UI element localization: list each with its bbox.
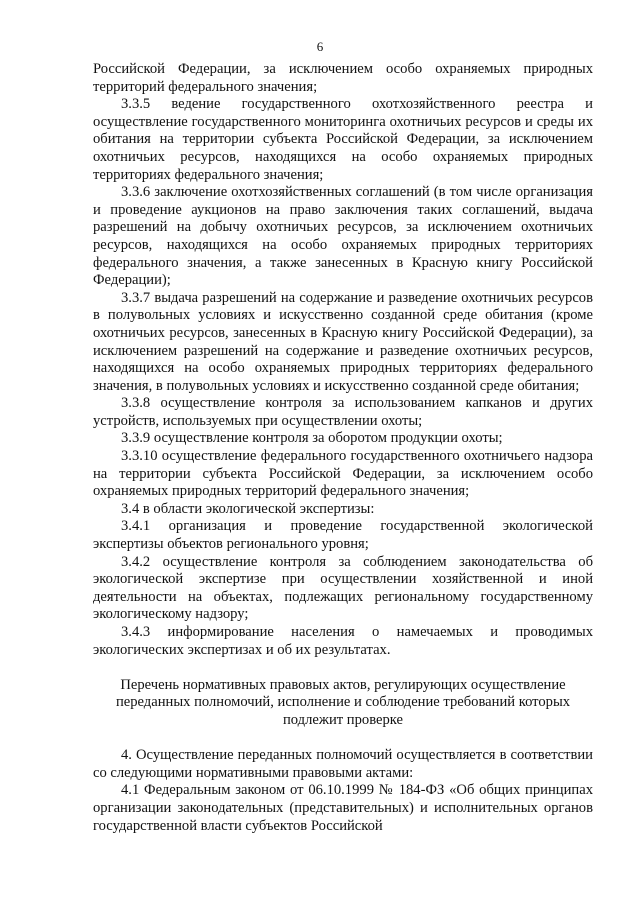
paragraph-3-3-8: 3.3.8 осуществление контроля за использованием капканов и других устройств, используемых при осуществлении охоты; — [93, 395, 593, 429]
paragraph-3-3-7: 3.3.7 выдача разрешений на содержание и разведение охотничьих ресурсов в полувольных условиях и искусственно созданной среде обитания (кроме охотничьих ресурсов, занесенных в Красную книгу Российской Федерации), за исключением разрешений на содержание и разведение охотничьих ресурсов, находящихся на особо охраняемых природных территориях федерального значения, в полувольных условиях и искусственно созданной среде обитания; — [93, 289, 593, 394]
paragraph-continuation: Российской Федерации, за исключением особо охраняемых природных территорий федерального значения; — [93, 61, 593, 95]
document-body — [93, 61, 593, 835]
paragraph-3-3-9: 3.3.9 осуществление контроля за оборотом продукции охоты; — [121, 430, 503, 447]
section-heading — [93, 677, 593, 730]
paragraph-3-4: 3.4 в области экологической экспертизы: — [121, 500, 375, 517]
paragraph-3-3-5: 3.3.5 ведение государственного охотхозяйственного реестра и осуществление государственного мониторинга охотничьих ресурсов и среды их обитания на территории субъекта Российской Федерации, за исключением охотничьих ресурсов, находящихся на особо охраняемых природных территориях федерального значения; — [93, 96, 593, 183]
paragraph-4: 4. Осуществление переданных полномочий осуществляется в соответствии со следующими нормативными правовыми актами: — [93, 747, 593, 781]
heading-line: переданных полномочий, исполнение и соблюдение требований которых — [115, 694, 571, 711]
heading-line: подлежит проверке — [283, 711, 403, 728]
paragraph-3-3-10: 3.3.10 осуществление федерального государственного охотничьего надзора на территории субъекта Российской Федерации, за исключением особо охраняемых природных территорий федерального значения; — [93, 448, 593, 500]
paragraph-3-4-2: 3.4.2 осуществление контроля за соблюдением законодательства об экологической экспертизе при осуществлении хозяйственной и иной деятельности на объектах, подлежащих региональному государственному экологическому надзору; — [93, 553, 593, 623]
paragraph-3-4-3: 3.4.3 информирование населения о намечаемых и проводимых экологических экспертизах и об их результатах. — [93, 624, 593, 658]
paragraph-3-3-6: 3.3.6 заключение охотхозяйственных соглашений (в том числе организация и проведение аукционов на право заключения таких соглашений, выдача разрешений на добычу охотничьих ресурсов, за исключением охотничьих ресурсов, находящихся на особо охраняемых природных территориях федерального значения, а также занесенных в Красную книгу Российской Федерации); — [93, 184, 593, 289]
paragraph-3-4-1: 3.4.1 организация и проведение государственной экологической экспертизы объектов регионального уровня; — [93, 518, 593, 553]
heading-line: Перечень нормативных правовых актов, регулирующих осуществление — [120, 676, 566, 693]
page-number: 6 — [316, 39, 324, 54]
paragraph-4-1: 4.1 Федеральным законом от 06.10.1999 № 184-ФЗ «Об общих принципах организации законодательных (представительных) и исполнительных органов государственной власти субъектов Российской — [93, 782, 593, 834]
